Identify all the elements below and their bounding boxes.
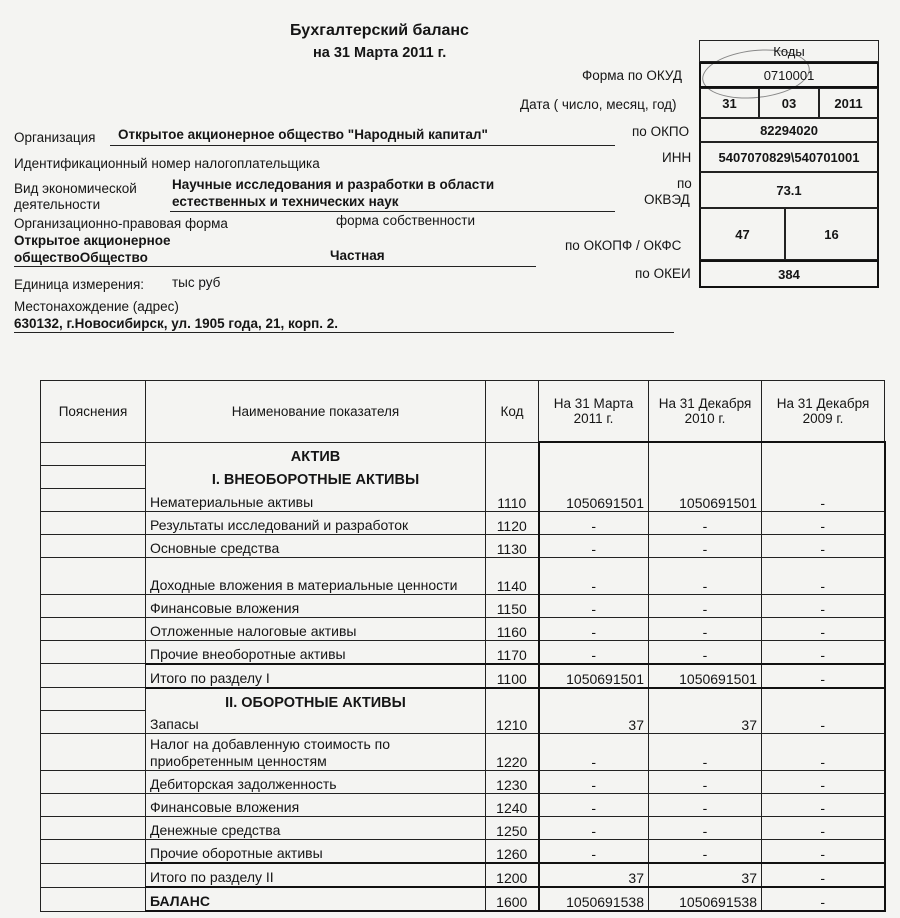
row-code: 1230 xyxy=(486,771,539,794)
header-col2: На 31 Декабря 2010 г. xyxy=(649,381,762,443)
table-row xyxy=(41,734,885,771)
row-name: Доходные вложения в материальные ценности xyxy=(146,557,486,594)
date-month: 03 xyxy=(759,88,819,118)
table-row xyxy=(41,488,885,511)
row-value-2011-03: - xyxy=(539,594,649,617)
row-value-2010-12: 37 xyxy=(649,711,762,734)
row-value-2011-03: 1050691538 xyxy=(539,887,649,911)
row-name: Основные средства xyxy=(146,534,486,557)
row-name: Финансовые вложения xyxy=(146,594,486,617)
row-value-2009-12: - xyxy=(762,511,885,534)
row-code: 1100 xyxy=(486,664,539,688)
table-row xyxy=(41,594,885,617)
table-row xyxy=(41,617,885,640)
row-value-2009-12: - xyxy=(762,534,885,557)
row-value-2011-03: 1050691501 xyxy=(539,664,649,688)
row-name: Прочие оборотные активы xyxy=(146,840,486,864)
okved-label-1: по xyxy=(677,176,692,191)
header-col1: На 31 Марта 2011 г. xyxy=(539,381,649,443)
row-value-2011-03: - xyxy=(539,511,649,534)
row-value-2010-12: - xyxy=(649,557,762,594)
inn-code: 5407070829\540701001 xyxy=(699,142,879,172)
row-value-2011-03: - xyxy=(539,557,649,594)
row-code: 1160 xyxy=(486,617,539,640)
document-title: Бухгалтерский баланс xyxy=(290,22,469,39)
section-1: I. ВНЕОБОРОТНЫЕ АКТИВЫ xyxy=(146,465,486,488)
row-value-2011-03: - xyxy=(539,794,649,817)
row-value-2010-12: - xyxy=(649,534,762,557)
row-value-2011-03: 37 xyxy=(539,863,649,887)
section-active: АКТИВ xyxy=(146,442,486,465)
section-row xyxy=(41,465,885,488)
legal-form-value-2: обществоОбщество xyxy=(14,250,148,265)
codes-caption: Коды xyxy=(699,40,879,62)
okei-code: 384 xyxy=(699,260,879,288)
row-value-2011-03: - xyxy=(539,734,649,771)
row-value-2011-03: - xyxy=(539,640,649,664)
table-header-row xyxy=(41,381,885,443)
okopf-label: по ОКОПФ / ОКФС xyxy=(565,238,682,253)
table-row xyxy=(41,771,885,794)
row-value-2010-12: 1050691501 xyxy=(649,488,762,511)
section-row xyxy=(41,442,885,465)
table-row xyxy=(41,863,885,887)
table-row xyxy=(41,817,885,840)
ownership-value: Частная xyxy=(330,248,385,263)
org-label: Организация xyxy=(14,130,96,145)
okved-code: 73.1 xyxy=(699,172,879,208)
table-row xyxy=(41,640,885,664)
row-value-2009-12: - xyxy=(762,617,885,640)
org-value: Открытое акционерное общество "Народный капитал" xyxy=(118,127,488,142)
date-year: 2011 xyxy=(819,88,879,118)
row-value-2009-12: - xyxy=(762,711,885,734)
row-code: 1250 xyxy=(486,817,539,840)
okud-code: 0710001 xyxy=(699,62,879,88)
activity-label-1: Вид экономической xyxy=(14,181,137,196)
okpo-code: 82294020 xyxy=(699,118,879,142)
row-name: Запасы xyxy=(146,711,486,734)
row-value-2011-03: 37 xyxy=(539,711,649,734)
row-code: 1110 xyxy=(486,488,539,511)
table-row xyxy=(41,711,885,734)
header-notes: Пояснения xyxy=(41,381,146,443)
row-name: Денежные средства xyxy=(146,817,486,840)
address-label: Местонахождение (адрес) xyxy=(14,299,179,314)
table-row xyxy=(41,840,885,864)
inn-code-label: ИНН xyxy=(662,150,692,165)
row-value-2010-12: - xyxy=(649,734,762,771)
activity-value-2: естественных и технических наук xyxy=(172,194,399,209)
section-row xyxy=(41,688,885,711)
row-value-2010-12: 37 xyxy=(649,863,762,887)
table-row xyxy=(41,557,885,594)
okfs-code: 16 xyxy=(785,208,879,260)
table-row xyxy=(41,534,885,557)
row-code: 1130 xyxy=(486,534,539,557)
row-value-2011-03: 1050691501 xyxy=(539,488,649,511)
row-value-2010-12: 1050691538 xyxy=(649,887,762,911)
row-value-2009-12: - xyxy=(762,664,885,688)
row-code: 1220 xyxy=(486,734,539,771)
row-name: Результаты исследований и разработок xyxy=(146,511,486,534)
row-value-2010-12: - xyxy=(649,594,762,617)
row-value-2009-12: - xyxy=(762,817,885,840)
legal-form-value-1: Открытое акционерное xyxy=(14,233,171,248)
row-code: 1140 xyxy=(486,557,539,594)
inn-label: Идентификационный номер налогоплательщика xyxy=(14,156,320,171)
row-value-2009-12: - xyxy=(762,557,885,594)
row-code: 1170 xyxy=(486,640,539,664)
row-value-2011-03: - xyxy=(539,817,649,840)
row-value-2009-12: - xyxy=(762,840,885,864)
row-name: Финансовые вложения xyxy=(146,794,486,817)
legal-form-underline xyxy=(14,266,536,267)
row-value-2009-12: - xyxy=(762,794,885,817)
row-value-2010-12: - xyxy=(649,771,762,794)
okpo-label: по ОКПО xyxy=(632,124,690,139)
unit-label: Единица измерения: xyxy=(14,277,145,292)
row-value-2010-12: - xyxy=(649,840,762,864)
row-value-2009-12: - xyxy=(762,640,885,664)
org-underline xyxy=(110,145,615,146)
row-code: 1240 xyxy=(486,794,539,817)
row-value-2009-12: - xyxy=(762,771,885,794)
balance-table xyxy=(40,380,886,912)
table-row xyxy=(41,887,885,911)
section-2: II. ОБОРОТНЫЕ АКТИВЫ xyxy=(146,688,486,711)
row-value-2010-12: - xyxy=(649,817,762,840)
table-row xyxy=(41,794,885,817)
date-day: 31 xyxy=(699,88,759,118)
row-value-2011-03: - xyxy=(539,771,649,794)
row-code: 1210 xyxy=(486,711,539,734)
okud-label: Форма по ОКУД xyxy=(582,68,683,83)
row-value-2010-12: - xyxy=(649,617,762,640)
row-name: Прочие внеоборотные активы xyxy=(146,640,486,664)
row-value-2011-03: - xyxy=(539,840,649,864)
okved-label-2: ОКВЭД xyxy=(644,192,690,207)
activity-label-2: деятельности xyxy=(14,197,101,212)
table-row xyxy=(41,664,885,688)
row-value-2009-12: - xyxy=(762,734,885,771)
row-name: БАЛАНС xyxy=(146,887,486,911)
okopf-code: 47 xyxy=(699,208,785,260)
okei-label: по ОКЕИ xyxy=(635,266,691,281)
row-value-2010-12: - xyxy=(649,640,762,664)
activity-underline xyxy=(170,211,615,212)
legal-form-label: Организационно-правовая форма xyxy=(14,216,228,231)
row-value-2010-12: - xyxy=(649,794,762,817)
header-col3: На 31 Декабря 2009 г. xyxy=(762,381,885,443)
header-code: Код xyxy=(486,381,539,443)
row-value-2010-12: - xyxy=(649,511,762,534)
row-value-2009-12: - xyxy=(762,863,885,887)
date-label: Дата ( число, месяц, год) xyxy=(520,97,677,112)
address-value: 630132, г.Новосибирск, ул. 1905 года, 21, корп. 2. xyxy=(14,316,338,331)
row-name: Итого по разделу II xyxy=(146,863,486,887)
row-value-2009-12: - xyxy=(762,488,885,511)
row-value-2011-03: - xyxy=(539,617,649,640)
unit-value: тыс руб xyxy=(172,275,221,290)
document-date: на 31 Марта 2011 г. xyxy=(313,45,447,61)
row-code: 1260 xyxy=(486,840,539,864)
activity-value-1: Научные исследования и разработки в области xyxy=(172,177,495,192)
table-row xyxy=(41,511,885,534)
row-name: Итого по разделу I xyxy=(146,664,486,688)
row-code: 1200 xyxy=(486,863,539,887)
row-code: 1150 xyxy=(486,594,539,617)
ownership-label: форма собственности xyxy=(336,213,476,228)
row-value-2009-12: - xyxy=(762,594,885,617)
header-name: Наименование показателя xyxy=(146,381,486,443)
row-code: 1120 xyxy=(486,511,539,534)
row-name: Отложенные налоговые активы xyxy=(146,617,486,640)
row-value-2009-12: - xyxy=(762,887,885,911)
row-value-2010-12: 1050691501 xyxy=(649,664,762,688)
row-name: Налог на добавленную стоимость по приобретенным ценностям xyxy=(146,734,486,771)
address-underline xyxy=(14,332,674,333)
row-code: 1600 xyxy=(486,887,539,911)
row-name: Дебиторская задолженность xyxy=(146,771,486,794)
row-value-2011-03: - xyxy=(539,534,649,557)
row-name: Нематериальные активы xyxy=(146,488,486,511)
